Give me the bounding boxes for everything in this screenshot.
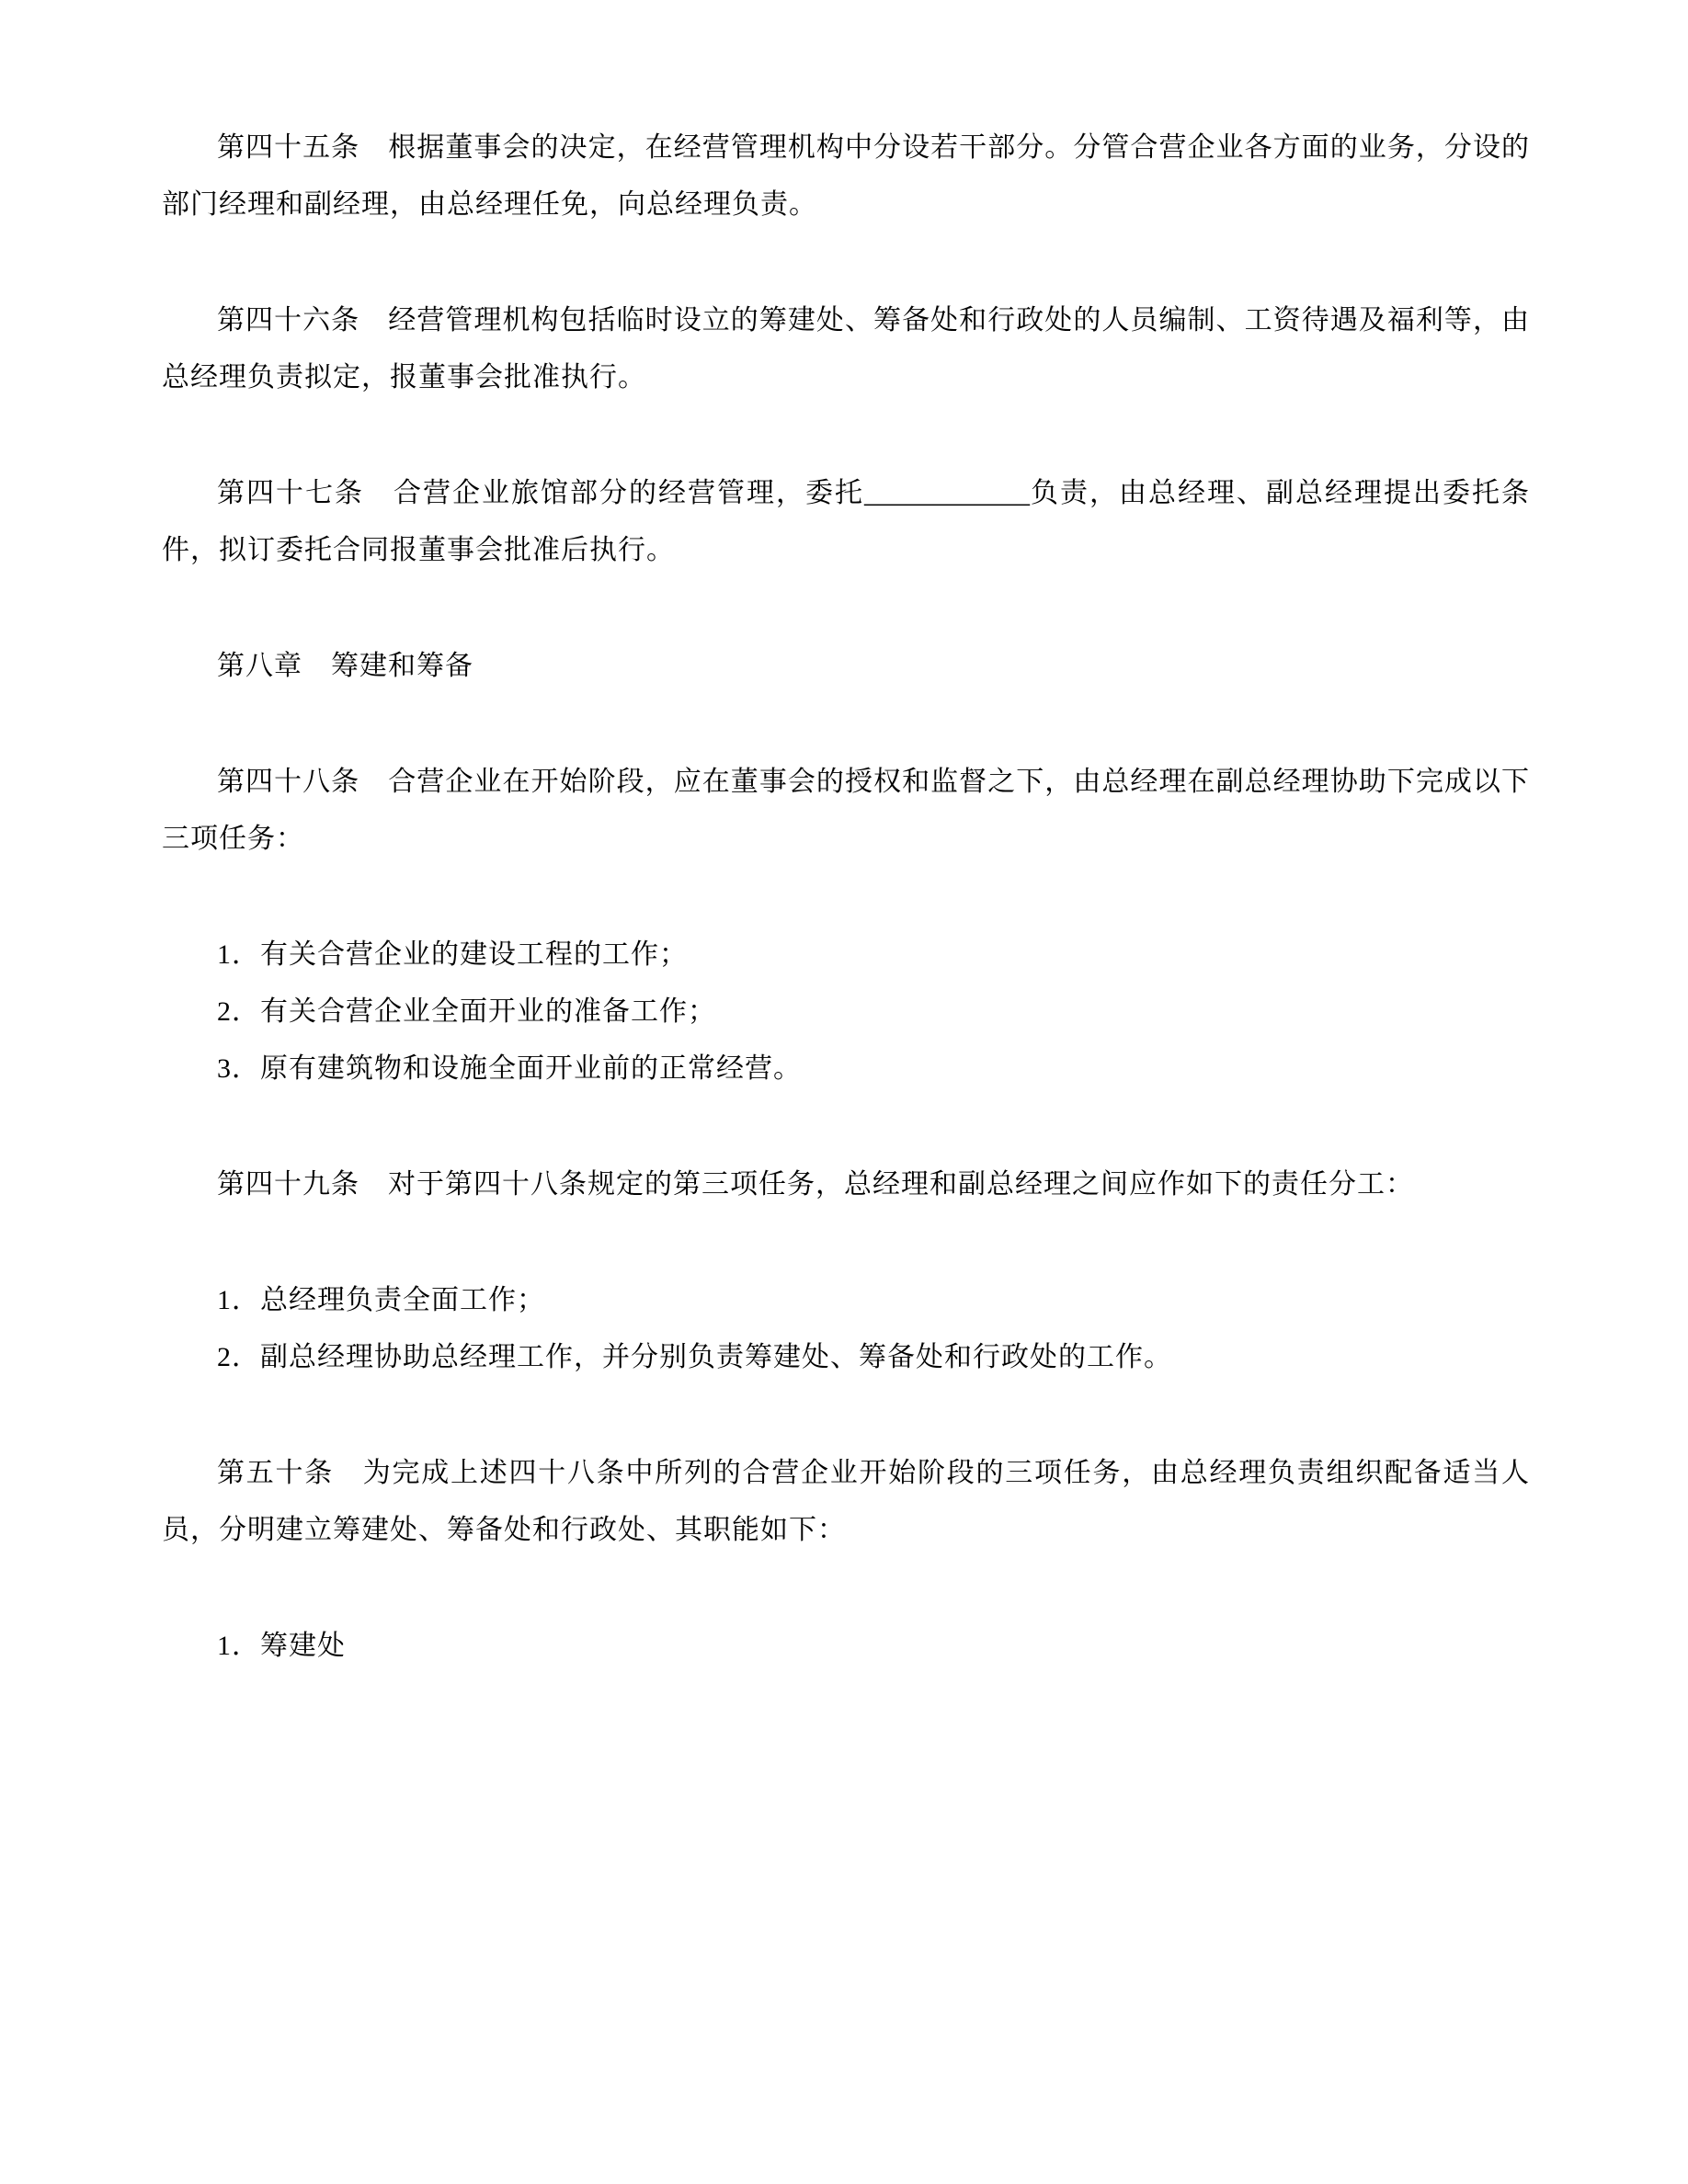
blank-field: ____________ <box>864 478 1030 508</box>
article-50-paragraph: 第五十条 为完成上述四十八条中所列的合营企业开始阶段的三项任务，由总经理负责组织配备适当人员，分明建立筹建处、筹备处和行政处、其职能如下： <box>162 1458 1530 1545</box>
article-47-text-before: 第四十七条 合营企业旅馆部分的经营管理，委托 <box>217 478 864 508</box>
article-48-list <box>162 927 1530 1098</box>
article-49-list <box>162 1272 1530 1386</box>
article-48-paragraph: 第四十八条 合营企业在开始阶段，应在董事会的授权和监督之下，由总经理在副总经理协助下完成以下三项任务： <box>162 767 1530 854</box>
article-46-paragraph: 第四十六条 经营管理机构包括临时设立的筹建处、筹备处和行政处的人员编制、工资待遇及福利等，由总经理负责拟定，报董事会批准执行。 <box>162 305 1530 392</box>
list-item: 2．副总经理协助总经理工作，并分别负责筹建处、筹备处和行政处的工作。 <box>217 1342 1172 1372</box>
article-47-text-after: 负责，由总经理、副总经理提出委托条件，拟订委托合同报董事会批准后执行。 <box>162 478 1530 565</box>
list-item: 1．有关合营企业的建设工程的工作； <box>217 939 688 970</box>
list-item: 1．总经理负责全面工作； <box>217 1285 545 1315</box>
article-45-paragraph: 第四十五条 根据董事会的决定，在经营管理机构中分设若干部分。分管合营企业各方面的业务，分设的部门经理和副经理，由总经理任免，向总经理负责。 <box>162 132 1530 220</box>
list-item: 1．筹建处 <box>217 1631 346 1661</box>
list-item: 3．原有建筑物和设施全面开业前的正常经营。 <box>217 1053 802 1084</box>
article-50-list <box>162 1618 1530 1675</box>
article-49-paragraph: 第四十九条 对于第四十八条规定的第三项任务，总经理和副总经理之间应作如下的责任分工： <box>217 1169 1414 1200</box>
list-item: 2．有关合营企业全面开业的准备工作； <box>217 996 716 1027</box>
article-47-paragraph <box>162 465 1530 579</box>
chapter-8-heading: 第八章 筹建和筹备 <box>217 651 473 681</box>
